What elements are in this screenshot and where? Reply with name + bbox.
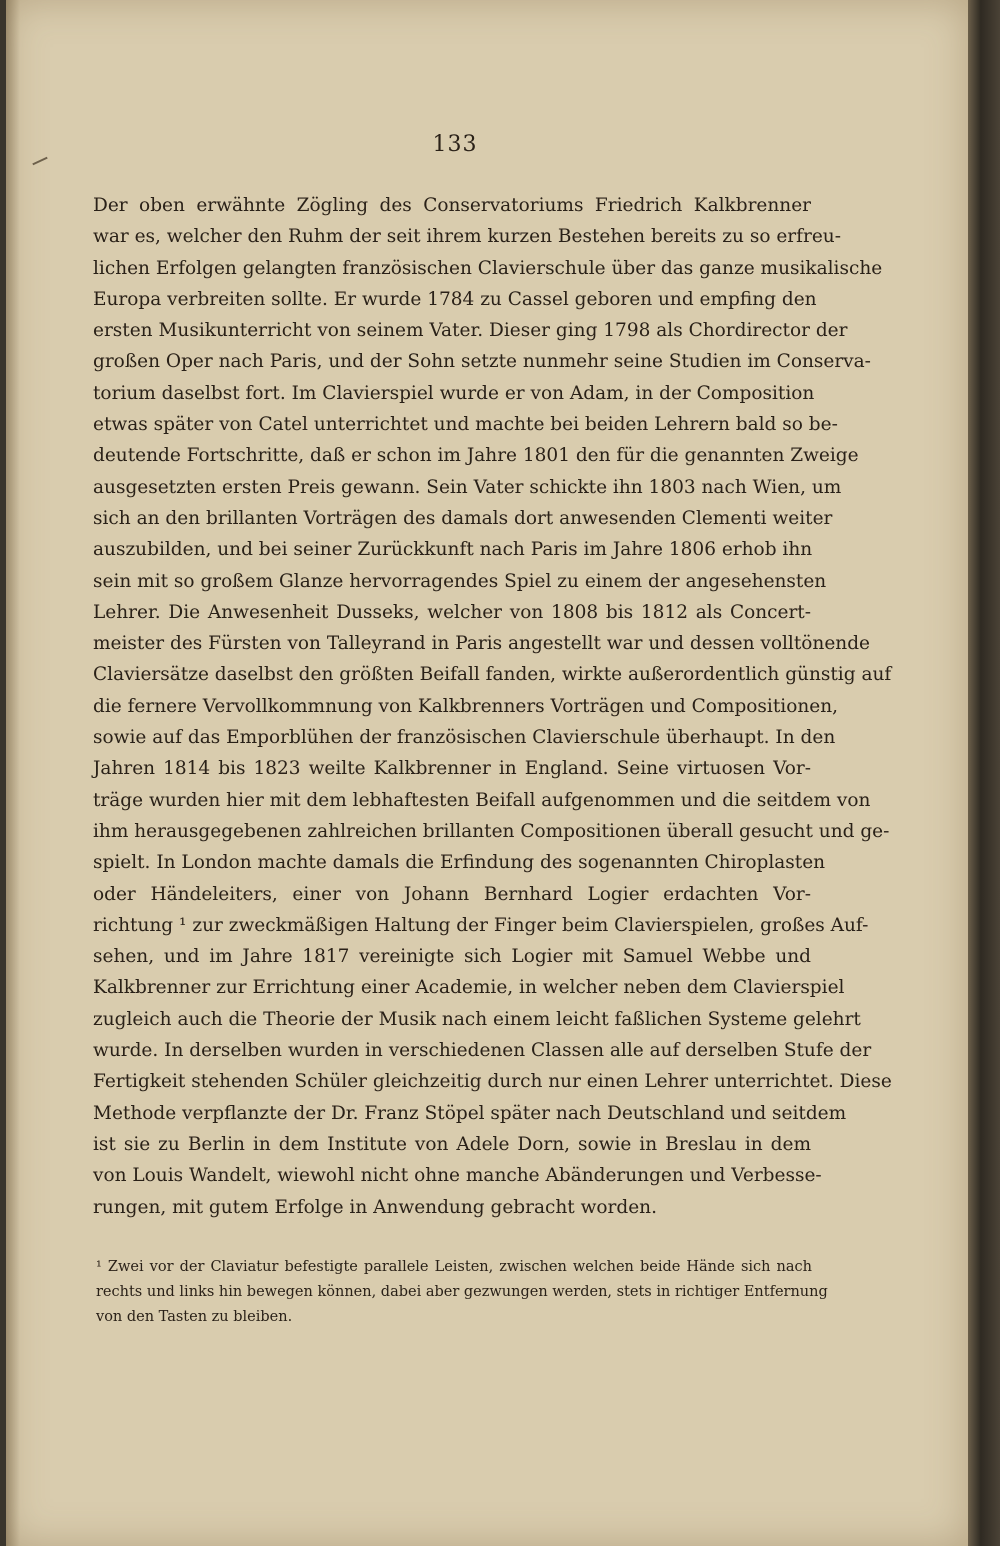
text-line: ausgesetzten ersten Preis gewann. Sein Vater schickte ihn 1803 nach Wien, um [93, 476, 842, 498]
text-line: auszubilden, und bei seiner Zurückkunft nach Paris im Jahre 1806 erhob ihn [93, 539, 813, 561]
footnote-line: ¹ Zwei vor der Claviatur befestigte parallele Leisten, zwischen welchen beide Hände sich nach [96, 1259, 812, 1275]
text-line: Jahren 1814 bis 1823 weilte Kalkbrenner in England. Seine virtuosen Vor- [93, 758, 811, 780]
text-line: ist sie zu Berlin in dem Institute von Adele Dorn, sowie in Breslau in dem [93, 1133, 811, 1155]
text-line: meister des Fürsten von Talleyrand in Paris angestellt war und dessen volltönende [93, 633, 870, 655]
text-line: oder Händeleiters, einer von Johann Bernhard Logier erdachten Vor- [93, 883, 811, 905]
text-line: deutende Fortschritte, daß er schon im Jahre 1801 den für die genannten Zweige [93, 445, 859, 467]
text-line: rungen, mit gutem Erfolge in Anwendung gebracht worden. [93, 1196, 657, 1218]
text-line: Lehrer. Die Anwesenheit Dusseks, welcher von 1808 bis 1812 als Concert- [93, 601, 811, 623]
footnote [96, 1255, 828, 1330]
text-line: richtung ¹ zur zweckmäßigen Haltung der Finger beim Clavierspielen, großes Auf- [93, 914, 869, 936]
text-line: lichen Erfolgen gelangten französischen Clavierschule über das ganze musikalische [93, 257, 883, 279]
footnote-line: rechts und links hin bewegen können, dabei aber gezwungen werden, stets in richtiger Entfernung [96, 1284, 828, 1300]
text-line: zugleich auch die Theorie der Musik nach einem leicht faßlichen Systeme gelehrt [93, 1008, 861, 1030]
text-line: torium daselbst fort. Im Clavierspiel wurde er von Adam, in der Composition [93, 382, 815, 404]
text-line: sich an den brillanten Vorträgen des damals dort anwesenden Clementi weiter [93, 507, 833, 529]
text-line: träge wurden hier mit dem lebhaftesten Beifall aufgenommen und die seitdem von [93, 789, 871, 811]
footnote-line: von den Tasten zu bleiben. [96, 1309, 293, 1325]
text-line: ihm herausgegebenen zahlreichen brillanten Compositionen überall gesucht und ge- [93, 820, 890, 842]
spine-shadow [6, 0, 20, 1546]
text-line: ersten Musikunterricht von seinem Vater. Dieser ging 1798 als Chordirector der [93, 320, 848, 342]
text-line: großen Oper nach Paris, und der Sohn setzte nunmehr seine Studien im Conserva- [93, 351, 871, 373]
text-line: wurde. In derselben wurden in verschiedenen Classen alle auf derselben Stufe der [93, 1040, 872, 1062]
text-line: Methode verpflanzte der Dr. Franz Stöpel später nach Deutschland und seitdem [93, 1102, 847, 1124]
text-line: spielt. In London machte damals die Erfindung des sogenannten Chiroplasten [93, 852, 826, 874]
page-number: 133 [432, 132, 478, 157]
body-text [93, 190, 892, 1223]
text-line: sehen, und im Jahre 1817 vereinigte sich Logier mit Samuel Webbe und [93, 946, 811, 968]
page-edge [968, 0, 1000, 1546]
text-line: Europa verbreiten sollte. Er wurde 1784 zu Cassel geboren und empfing den [93, 288, 817, 310]
text-line: sowie auf das Emporblühen der französischen Clavierschule überhaupt. In den [93, 727, 836, 749]
text-line: von Louis Wandelt, wiewohl nicht ohne manche Abänderungen und Verbesse- [93, 1165, 822, 1187]
text-line: war es, welcher den Ruhm der seit ihrem kurzen Bestehen bereits zu so erfreu- [93, 226, 841, 248]
text-line: etwas später von Catel unterrichtet und machte bei beiden Lehrern bald so be- [93, 414, 838, 436]
text-line: Kalkbrenner zur Errichtung einer Academie, in welcher neben dem Clavierspiel [93, 977, 845, 999]
text-line: Der oben erwähnte Zögling des Conservatoriums Friedrich Kalkbrenner [93, 195, 811, 216]
text-line: Claviersätze daselbst den größten Beifall fanden, wirkte außerordentlich günstig auf [93, 664, 892, 686]
text-line: die fernere Vervollkommnung von Kalkbrenners Vorträgen und Compositionen, [93, 695, 838, 717]
text-line: Fertigkeit stehenden Schüler gleichzeitig durch nur einen Lehrer unterrichtet. Diese [93, 1071, 892, 1093]
text-line: sein mit so großem Glanze hervorragendes Spiel zu einem der angesehensten [93, 570, 827, 592]
